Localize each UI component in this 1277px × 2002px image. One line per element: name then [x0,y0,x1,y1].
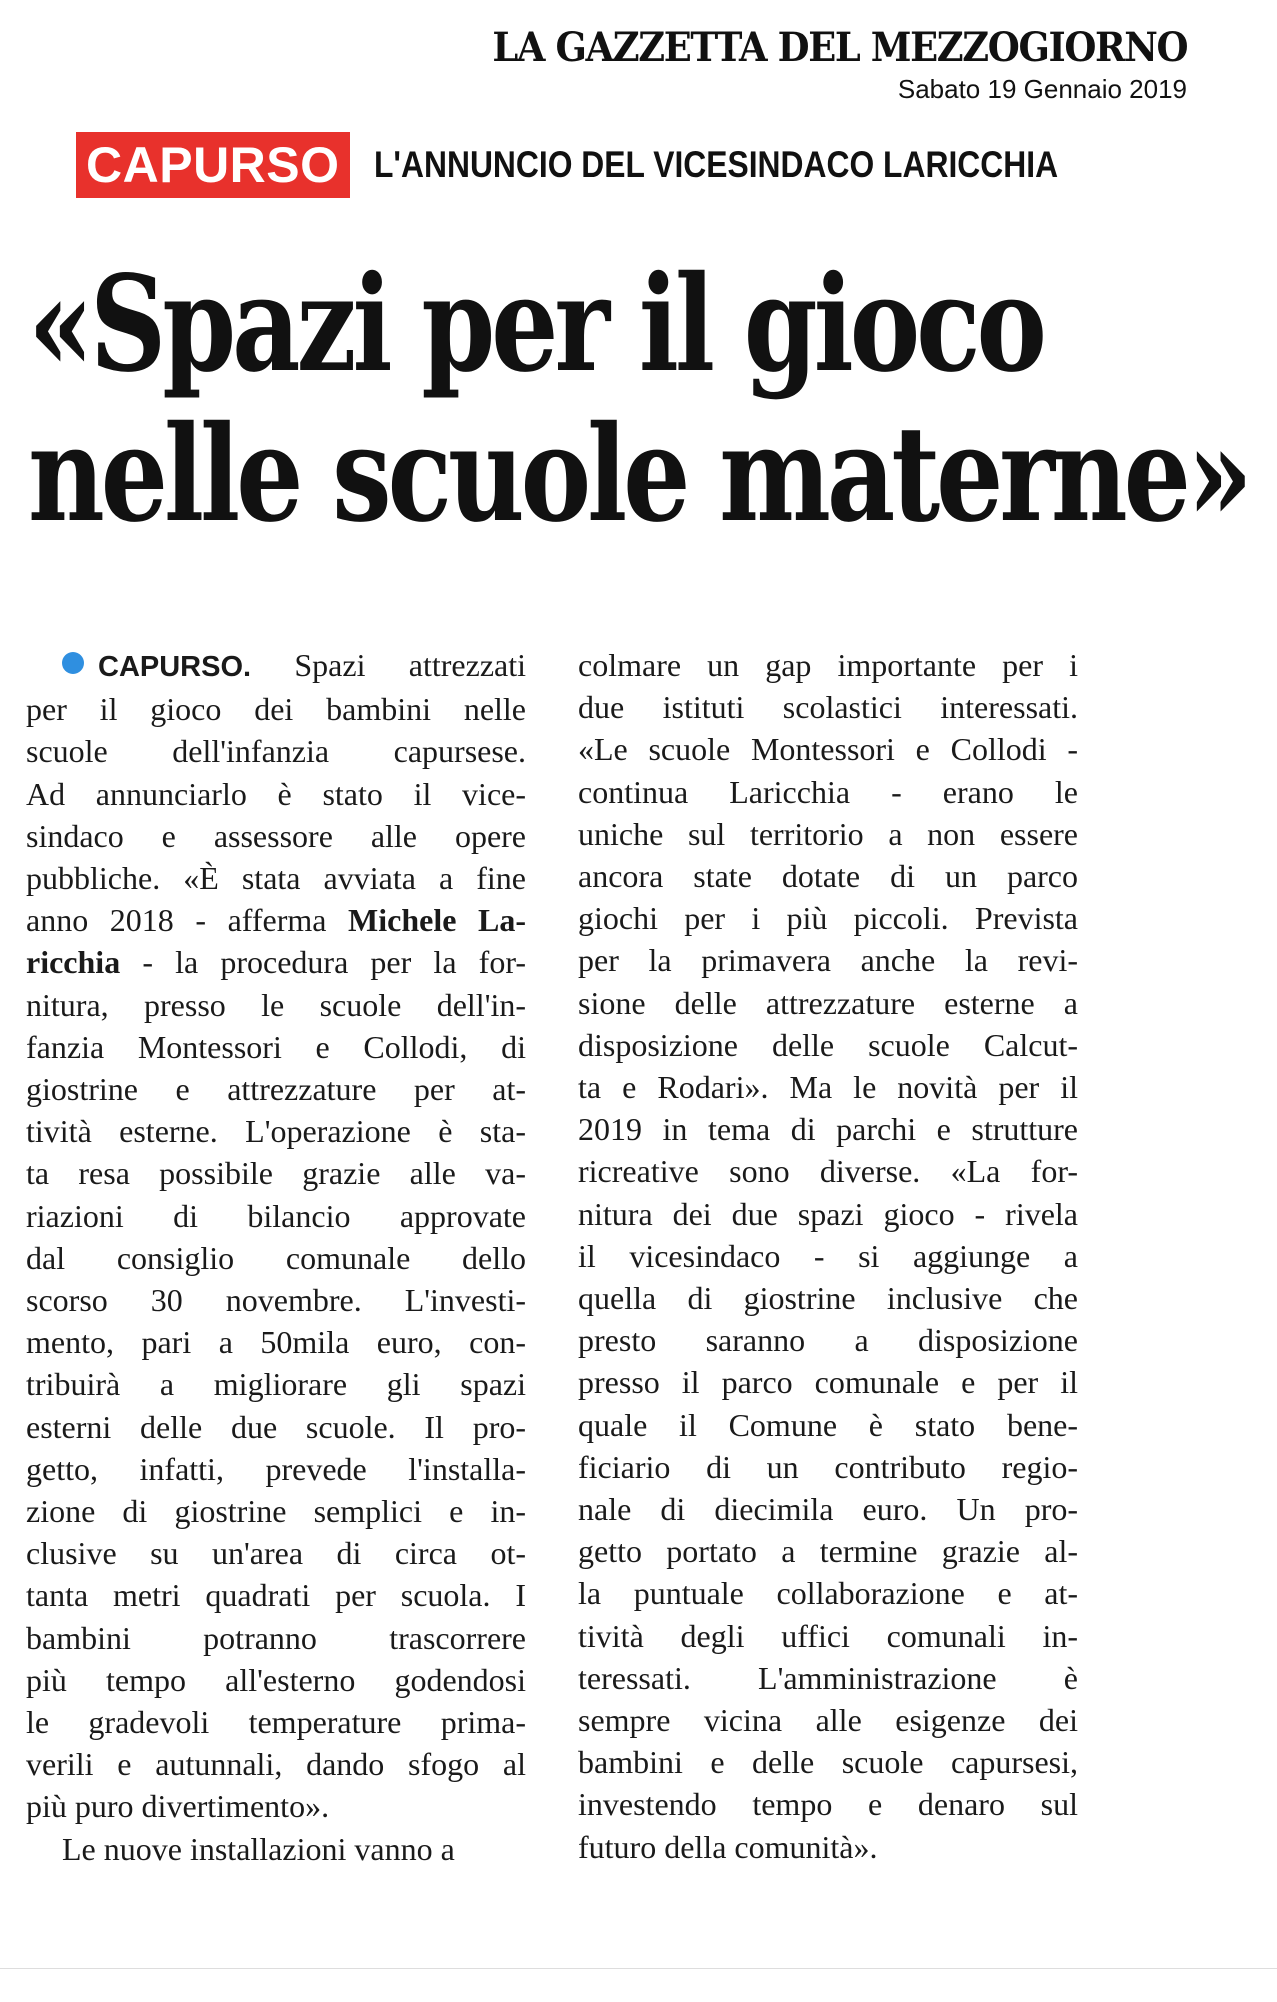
text-line: verili e autunnali, dando sfogo al [26,1746,526,1783]
text-line: riazioni di bilancio approvate [26,1197,526,1234]
newspaper-name: LA GAZZETTA DEL MEZZOGIORNO [492,24,1187,71]
text-line: sindaco e assessore alle opere [26,817,526,854]
text-line: 2019 in tema di parchi e strutture [578,1111,1078,1148]
text-line: Le nuove installazioni vanno a [62,1830,455,1867]
text-line: il vicesindaco - si aggiunge a [578,1237,1078,1274]
text-line: teressati. L'amministrazione è [578,1659,1078,1696]
section-tag: CAPURSO [76,132,350,198]
text-line: clusive su un'area di circa ot- [26,1535,526,1572]
text-line: scuole dell'infanzia capursese. [26,733,526,770]
text-line: Ad annunciarlo è stato il vice- [26,775,526,812]
masthead [432,24,1187,104]
text-line: uniche sul territorio a non essere [578,815,1078,852]
text-line: investendo tempo e denaro sul [578,1786,1078,1823]
text-line: tribuirà a migliorare gli spazi [26,1366,526,1403]
text-line: disposizione delle scuole Calcut- [578,1026,1078,1063]
text-line: ricchia - la procedura per la for- [26,944,526,981]
kicker: L'ANNUNCIO DEL VICESINDACO LARICCHIA [373,144,1058,185]
text-line: sione delle attrezzature esterne a [578,984,1078,1021]
text-line: ricreative sono diverse. «La for- [578,1153,1078,1190]
text-line: sempre vicina alle esigenze dei [578,1702,1078,1739]
bullet-icon [62,652,84,674]
text-line: tività esterne. L'operazione è sta- [26,1113,526,1150]
text-line: per il gioco dei bambini nelle [26,691,526,728]
publication-date: Sabato 19 Gennaio 2019 [897,74,1187,104]
headline-line-2: nelle scuole materne» [28,397,1249,552]
text-line: più tempo all'esterno godendosi [26,1661,526,1698]
bottom-rule [0,1968,1277,1969]
text-line: giostrine e attrezzature per at- [26,1071,526,1108]
text-line: quale il Comune è stato bene- [578,1406,1078,1443]
text-line: getto, infatti, prevede l'installa- [26,1450,526,1487]
text-line: fanzia Montessori e Collodi, di [26,1028,526,1065]
headline-line-1: «Spazi per il gioco [28,247,1043,402]
text-line: presto saranno a disposizione [578,1322,1078,1359]
article-body [26,644,1086,1894]
text-line: ficiario di un contributo regio- [578,1448,1078,1485]
text-line: la puntuale collaborazione e at- [578,1575,1078,1612]
headline [28,247,1249,552]
text-line: esterni delle due scuole. Il pro- [26,1408,526,1445]
text-line: presso il parco comunale e per il [578,1364,1078,1401]
column-1 [26,644,526,1870]
text-line: due istituti scolastici interessati. [578,689,1078,726]
text-line: continua Laricchia - erano le [578,773,1078,810]
text-line: CAPURSO. Spazi attrezzati [26,644,526,688]
text-line: scorso 30 novembre. L'investi- [26,1282,526,1319]
dateline: CAPURSO. [98,651,252,683]
text-line: quella di giostrine inclusive che [578,1280,1078,1317]
quoted-person-name-cont: ricchia [26,944,121,981]
text-line: nale di diecimila euro. Un pro- [578,1491,1078,1528]
text-line: mento, pari a 50mila euro, con- [26,1324,526,1361]
text-line: ancora state dotate di un parco [578,858,1078,895]
text-line: colmare un gap importante per i [578,647,1078,683]
text-line: anno 2018 - afferma Michele La- [26,902,527,939]
text-line: bambini potranno trascorrere [26,1619,526,1656]
text-line: le gradevoli temperature prima- [26,1704,526,1741]
quoted-person-name: Michele La- [348,902,527,939]
text-line: giochi per i più piccoli. Prevista [578,900,1078,937]
text-line: per la primavera anche la revi- [578,942,1078,979]
text-line: tività degli uffici comunali in- [578,1617,1078,1654]
text-line: getto portato a termine grazie al- [578,1533,1078,1570]
text-line: ta resa possibile grazie alle va- [26,1155,526,1192]
text-line: ta e Rodari». Ma le novità per il [578,1069,1078,1106]
text-line: «Le scuole Montessori e Collodi - [578,731,1078,768]
text-line: zione di giostrine semplici e in- [26,1493,526,1530]
text-line: nitura dei due spazi gioco - rivela [578,1195,1078,1232]
text-line: pubbliche. «È stata avviata a fine [26,860,526,897]
text-line: dal consiglio comunale dello [26,1239,526,1276]
kicker-row [76,132,1169,198]
text-line: tanta metri quadrati per scuola. I [26,1577,526,1614]
text-line: più puro divertimento». [26,1788,330,1825]
column-2 [578,644,1078,1868]
text-line: bambini e delle scuole capursesi, [578,1744,1078,1781]
text-line: nitura, presso le scuole dell'in- [26,986,526,1023]
text-line: futuro della comunità». [578,1828,878,1865]
